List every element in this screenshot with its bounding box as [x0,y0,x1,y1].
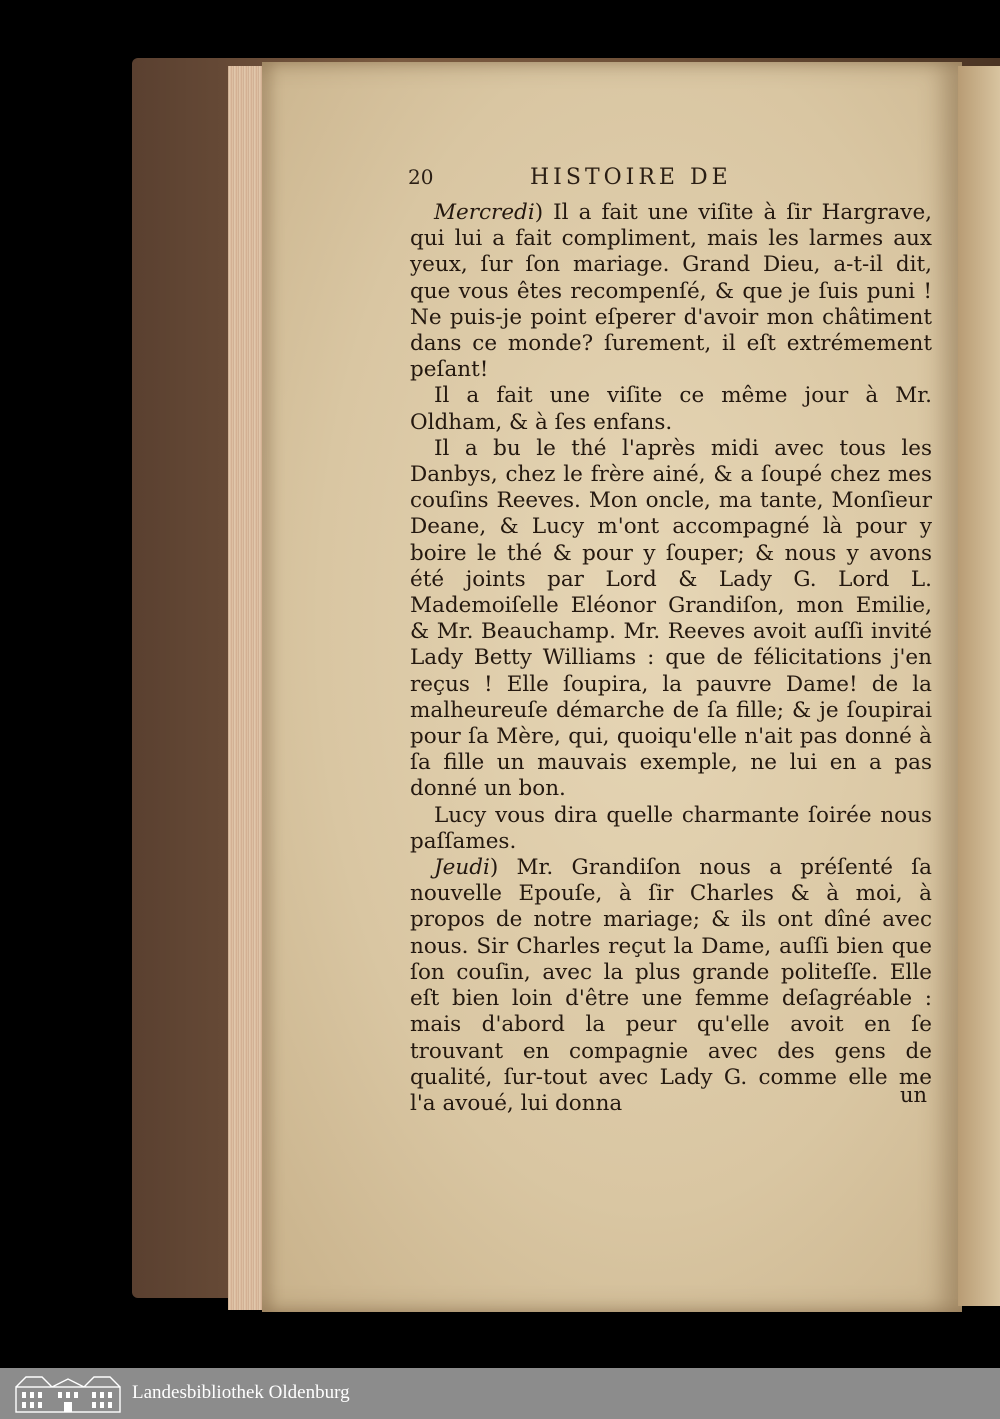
paragraph-4 [410,803,932,855]
catchword: un [900,1083,928,1107]
paragraph-text: ) Mr. Grandiſon nous a préſenté ſa nouvelle Epouſe, à ſir Charles & à moi, à propos de notre mariage; & ils ont dîné avec nous. Sir Charles reçut la Dame, auſſi bien que ſon couſin, avec la plus grande politeſſe. Elle eſt bien loin d'être une femme deſagréable : mais d'abord la peur qu'elle avoit en ſe trouvant en compagnie avec des gens de qualité, ſur-tout avec Lady G. comme elle me l'a avoué, lui donna [410,855,932,1116]
library-name: Landesbibliothek Oldenburg [132,1382,350,1403]
footer-bar [0,1368,1000,1419]
paragraph-text: Il a bu le thé l'après midi avec tous les Danbys, chez le frère ainé, & a ſoupé chez mes couſins Reeves. Mon oncle, ma tante, Monſieur Deane, & Lucy m'ont accompagné là pour y boire le thé & pour y ſouper; & nous y avons été joints par Lord & Lady G. Lord L. Mademoiſelle Eléonor Grandiſon, mon Emilie, & Mr. Beauchamp. Mr. Reeves avoit auſſi invité Lady Betty Williams : que de félicitations j'en reçus ! Elle ſoupira, la pauvre Dame! de la malheureuſe démarche de ſa fille; & je ſoupirai pour ſa Mère, qui, quoiqu'elle n'ait pas donné à ſa fille un mauvais exemple, ne lui en a pas donné un bon. [410,435,932,802]
page-number: 20 [408,165,434,189]
paragraph-text: Lucy vous dira quelle charmante ſoirée nous paſſames. [410,802,932,854]
day-label: Mercredi [434,200,535,225]
library-building-icon [14,1373,122,1414]
paragraph-2 [410,383,932,435]
next-page-edge [958,66,1000,1306]
paragraph-5 [410,855,932,1117]
paragraph-text: Il a fait une viſite ce même jour à Mr. Oldham, & à ſes enfans. [410,383,932,435]
running-head: HISTOIRE DE [530,165,732,190]
paragraph-3 [410,436,932,803]
page-text [410,200,932,1117]
paragraph-text: ) Il a fait une viſite à ſir Hargrave, qui lui a fait compliment, mais les larmes aux yeux, ſur ſon mariage. Grand Dieu, a-t-il dit, que vous êtes recompenſé, & que je ſuis puni ! Ne puis-je point eſperer d'avoir mon châtiment dans ce monde? ſurement, il eſt extrémement peſant! [410,200,932,383]
day-label: Jeudi [434,855,490,881]
paragraph-1 [410,200,932,383]
page-header [408,165,848,195]
